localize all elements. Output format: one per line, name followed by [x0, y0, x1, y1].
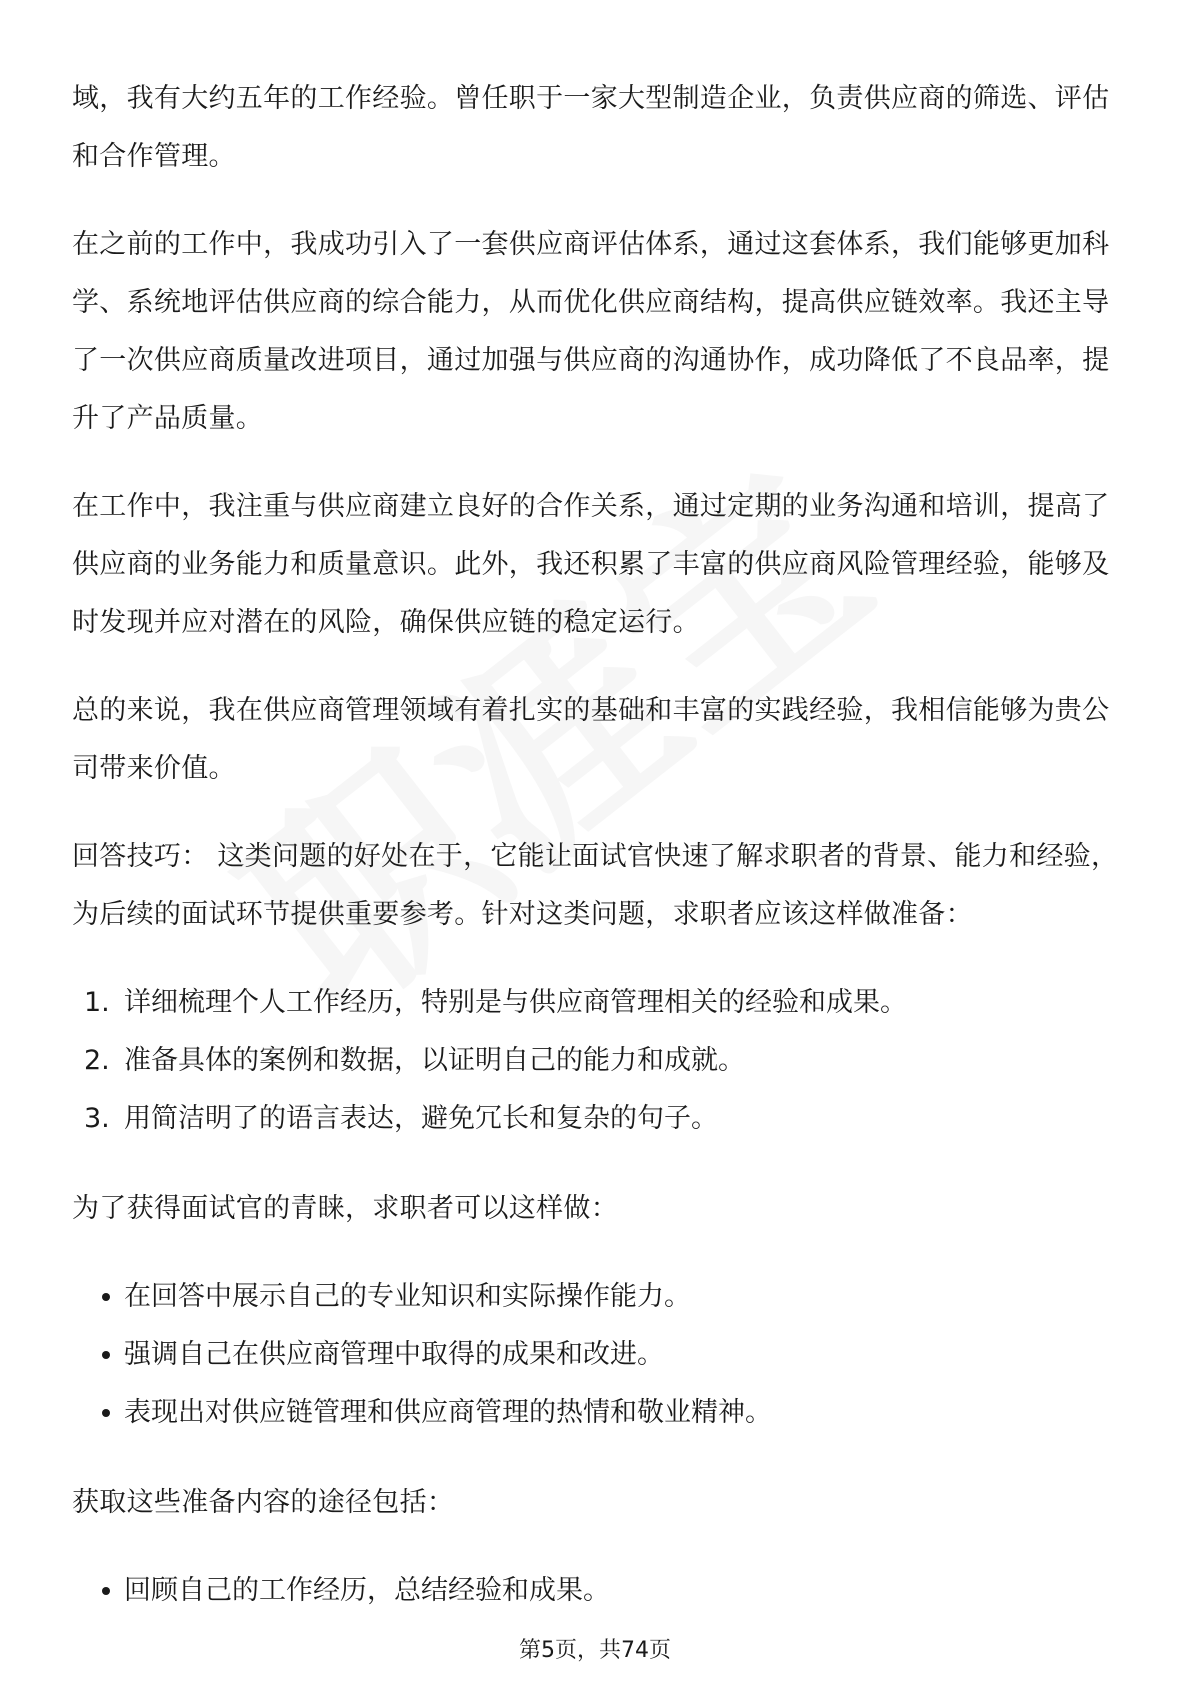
preparation-steps-list — [72, 974, 1122, 1148]
list-item-text: 强调自己在供应商管理中取得的成果和改进。 — [124, 1339, 664, 1370]
sources-list — [72, 1562, 1122, 1620]
list-item-text: 回顾自己的工作经历，总结经验和成果。 — [124, 1575, 610, 1606]
list-item-text: 准备具体的案例和数据，以证明自己的能力和成就。 — [124, 1045, 745, 1076]
impress-tips-list — [72, 1268, 1122, 1442]
paragraph-impress-intro: 为了获得面试官的青睐，求职者可以这样做： — [72, 1193, 618, 1224]
list-number: 2. — [84, 1045, 110, 1076]
bullet-icon — [102, 1351, 110, 1359]
list-number: 1. — [84, 987, 110, 1018]
bullet-icon — [102, 1587, 110, 1595]
list-number: 3. — [84, 1103, 110, 1134]
list-item — [72, 974, 1122, 1032]
paragraph-answer-tips: 回答技巧： 这类问题的好处在于，它能让面试官快速了解求职者的背景、能力和经验，为后续的面试环节提供重要参考。针对这类问题，求职者应该这样做准备： — [72, 841, 1119, 930]
list-item-text: 详细梳理个人工作经历，特别是与供应商管理相关的经验和成果。 — [124, 987, 907, 1018]
document-body — [72, 70, 1122, 1652]
page-number-footer: 第5页，共74页 — [519, 1638, 671, 1663]
list-item — [72, 1268, 1122, 1326]
paragraph-achievements: 在之前的工作中，我成功引入了一套供应商评估体系，通过这套体系，我们能够更加科学、系统地评估供应商的综合能力，从而优化供应商结构，提高供应链效率。我还主导了一次供应商质量改进项目，通过加强与供应商的沟通协作，成功降低了不良品率，提升了产品质量。 — [72, 229, 1110, 434]
list-item — [72, 1384, 1122, 1442]
paragraph-conclusion: 总的来说，我在供应商管理领域有着扎实的基础和丰富的实践经验，我相信能够为贵公司带来价值。 — [72, 695, 1110, 784]
paragraph-experience-summary: 域，我有大约五年的工作经验。曾任职于一家大型制造企业，负责供应商的筛选、评估和合作管理。 — [72, 83, 1110, 172]
paragraph-supplier-relations: 在工作中，我注重与供应商建立良好的合作关系，通过定期的业务沟通和培训，提高了供应商的业务能力和质量意识。此外，我还积累了丰富的供应商风险管理经验，能够及时发现并应对潜在的风险，确保供应链的稳定运行。 — [72, 491, 1110, 638]
bullet-icon — [102, 1409, 110, 1417]
list-item — [72, 1326, 1122, 1384]
list-item-text: 表现出对供应链管理和供应商管理的热情和敬业精神。 — [124, 1397, 772, 1428]
paragraph-sources-intro: 获取这些准备内容的途径包括： — [72, 1487, 455, 1518]
list-item — [72, 1562, 1122, 1620]
list-item-text: 在回答中展示自己的专业知识和实际操作能力。 — [124, 1281, 691, 1312]
list-item-text: 用简洁明了的语言表达，避免冗长和复杂的句子。 — [124, 1103, 718, 1134]
bullet-icon — [102, 1293, 110, 1301]
list-item — [72, 1090, 1122, 1148]
list-item — [72, 1032, 1122, 1090]
